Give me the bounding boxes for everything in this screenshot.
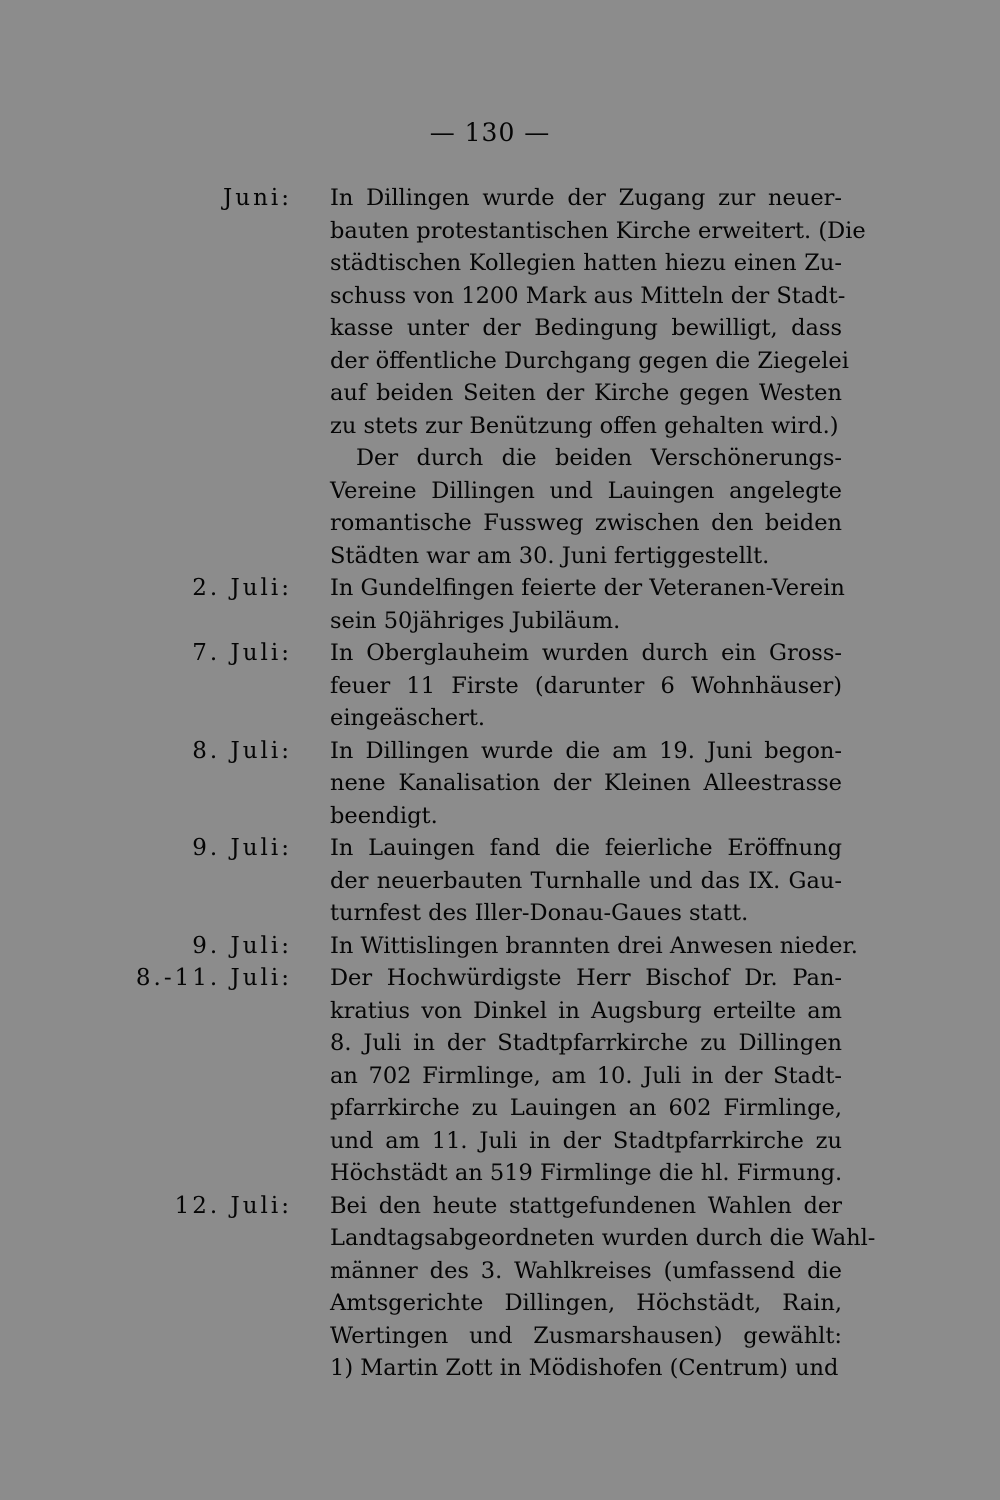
entry-text bbox=[330, 182, 866, 572]
text-line: Der Hochwürdigste Herr Bischof Dr. Pan- bbox=[330, 965, 842, 991]
page-number: — 130 — bbox=[429, 118, 551, 147]
text-line: Wertingen und Zusmarshausen) gewählt: bbox=[330, 1322, 842, 1349]
text-line: pfarrkirche zu Lauingen an 602 Firmlinge, bbox=[330, 1095, 842, 1121]
chronicle-entry bbox=[0, 735, 1000, 833]
text-line: 8. Juli in der Stadtpfarrkirche zu Dillingen bbox=[330, 1030, 842, 1056]
entry-date: 2. Juli: bbox=[192, 575, 292, 601]
text-line: beendigt. bbox=[330, 802, 438, 829]
text-line: männer des 3. Wahlkreises (umfassend die bbox=[330, 1257, 842, 1284]
text-line: kasse unter der Bedingung bewilligt, dass bbox=[330, 315, 842, 341]
entry-date: 7. Juli: bbox=[192, 640, 292, 666]
text-line: der öffentliche Durchgang gegen die Ziegelei bbox=[330, 347, 849, 374]
entry-text bbox=[330, 930, 858, 963]
text-line: eingeäschert. bbox=[330, 705, 486, 731]
text-line: sein 50jähriges Jubiläum. bbox=[330, 607, 621, 634]
text-line: an 702 Firmlinge, am 10. Juli in der Stadt- bbox=[330, 1062, 842, 1089]
entry-date: 9. Juli: bbox=[192, 932, 292, 959]
entry-text bbox=[330, 572, 845, 637]
chronicle-entry bbox=[0, 637, 1000, 735]
text-line: In Dillingen wurde der Zugang zur neuer- bbox=[330, 185, 842, 211]
text-line: und am 11. Juli in der Stadtpfarrkirche zu bbox=[330, 1127, 842, 1154]
text-line: turnfest des Iller-Donau-Gaues statt. bbox=[330, 900, 749, 926]
chronicle-entry bbox=[0, 832, 1000, 930]
entry-text bbox=[330, 962, 842, 1190]
entry-text bbox=[330, 735, 842, 833]
text-line: Der durch die beiden Verschönerungs- bbox=[356, 445, 842, 471]
entry-text bbox=[330, 1190, 876, 1385]
text-line: nene Kanalisation der Kleinen Alleestrasse bbox=[330, 770, 842, 796]
entry-date: Juni: bbox=[223, 185, 292, 211]
entry-date: 12. Juli: bbox=[174, 1192, 292, 1219]
chronicle-entries bbox=[0, 182, 1000, 1385]
entry-text bbox=[330, 832, 842, 930]
text-line: der neuerbauten Turnhalle und das IX. Gau- bbox=[330, 867, 842, 894]
chronicle-entry bbox=[0, 182, 1000, 572]
text-line: In Wittislingen brannten drei Anwesen nieder. bbox=[330, 932, 858, 959]
text-line: auf beiden Seiten der Kirche gegen Westen bbox=[330, 380, 842, 406]
chronicle-entry bbox=[0, 572, 1000, 637]
entry-date: 8.-11. Juli: bbox=[135, 965, 292, 991]
text-line: Amtsgerichte Dillingen, Höchstädt, Rain, bbox=[330, 1290, 842, 1316]
text-line: In Lauingen fand die feierliche Eröffnung bbox=[330, 835, 842, 861]
text-line: bauten protestantischen Kirche erweitert. (Die bbox=[330, 217, 866, 244]
text-line: kratius von Dinkel in Augsburg erteilte am bbox=[330, 997, 842, 1024]
text-line: feuer 11 Firste (darunter 6 Wohnhäuser) bbox=[330, 672, 842, 699]
entry-date: 9. Juli: bbox=[192, 835, 292, 861]
text-line: zu stets zur Benützung offen gehalten wird.) bbox=[330, 412, 839, 439]
text-line: Höchstädt an 519 Firmlinge die hl. Firmung. bbox=[330, 1160, 843, 1186]
text-line: Vereine Dillingen und Lauingen angelegte bbox=[330, 477, 842, 504]
text-line: romantische Fussweg zwischen den beiden bbox=[330, 510, 842, 536]
chronicle-entry bbox=[0, 930, 1000, 963]
text-line: Landtagsabgeordneten wurden durch die Wahl- bbox=[330, 1225, 876, 1251]
text-line: schuss von 1200 Mark aus Mitteln der Stadt- bbox=[330, 282, 846, 309]
text-line: In Gundelfingen feierte der Veteranen-Verein bbox=[330, 575, 845, 601]
text-line: In Dillingen wurde die am 19. Juni begon- bbox=[330, 737, 842, 764]
entry-date: 8. Juli: bbox=[192, 737, 292, 764]
chronicle-entry bbox=[0, 962, 1000, 1190]
entry-text bbox=[330, 637, 842, 735]
text-line: städtischen Kollegien hatten hiezu einen Zu- bbox=[330, 250, 842, 276]
text-line: 1) Martin Zott in Mödishofen (Centrum) und bbox=[330, 1355, 839, 1381]
chronicle-entry bbox=[0, 1190, 1000, 1385]
text-line: Städten war am 30. Juni fertiggestellt. bbox=[330, 542, 770, 569]
text-line: In Oberglauheim wurden durch ein Gross- bbox=[330, 640, 842, 666]
text-line: Bei den heute stattgefundenen Wahlen der bbox=[330, 1192, 842, 1219]
